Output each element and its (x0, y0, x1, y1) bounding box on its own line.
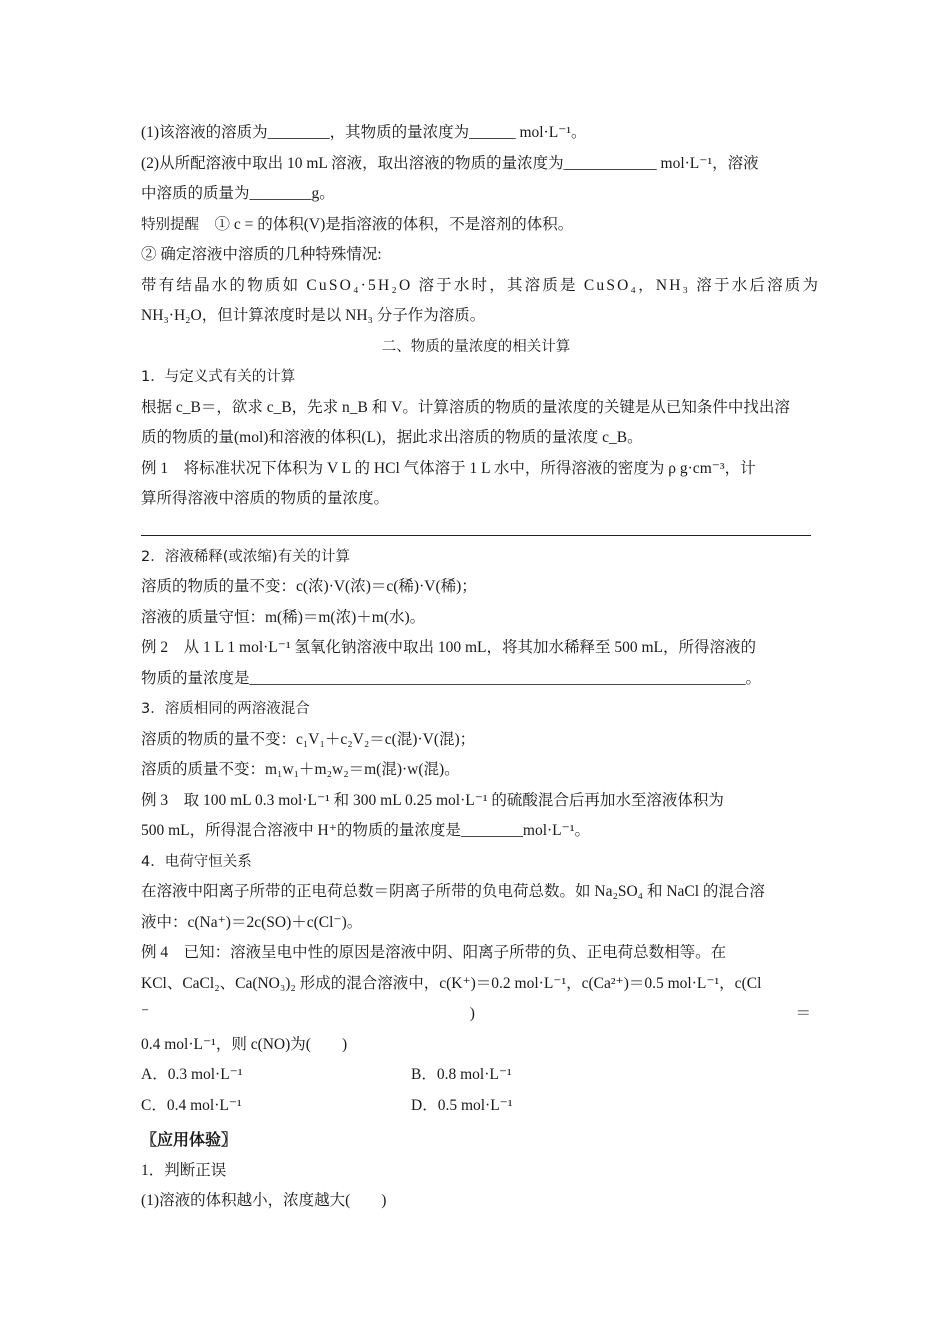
example-4-line-4: 0.4 mol·L⁻¹，则 c(NO)为( ) (141, 1035, 348, 1053)
option-d: D．0.5 mol·L⁻¹ (411, 1096, 513, 1114)
subsection-1-text-2: 质的物质的量(mol)和溶液的体积(L)，据此求出溶质的物质的量浓度 c_B。 (141, 429, 643, 446)
subsection-2-text-1: 溶质的物质的量不变：c(浓)·V(浓)＝c(稀)·V(稀)； (141, 578, 477, 595)
example-4-paren: ) (469, 1005, 475, 1022)
subsection-3-text-2: 溶质的质量不变：m₁w₁＋m₂w₂＝m(混)·w(混)。 (141, 761, 460, 778)
subsection-2-title: 2．溶液稀释(或浓缩)有关的计算 (141, 548, 351, 565)
example-4-superscript: ⁻ (141, 1005, 150, 1022)
option-a: A．0.3 mol·L⁻¹ (141, 1066, 243, 1083)
special-tip-1: ① c = 的体积(V)是指溶液的体积，不是溶剂的体积。 (214, 215, 574, 233)
example-2-line-1: 例 2 从 1 L 1 mol·L⁻¹ 氢氧化钠溶液中取出 100 mL，将其加水稀释至 500 mL，所得溶液的 (141, 639, 757, 656)
options-row-2 (141, 1091, 811, 1122)
example-4-line-3 (141, 999, 811, 1030)
document-page (141, 118, 821, 1217)
example-4-line-2: KCl、CaCl₂、Ca(NO₃)₂ 形成的混合溶液中，c(K⁺)＝0.2 mol·L⁻¹，c(Ca²⁺)＝0.5 mol·L⁻¹，c(Cl (141, 974, 762, 992)
judge-item-1: (1)溶液的体积越小，浓度越大( ) (141, 1192, 387, 1209)
special-tip-3-line-1: 带有结晶水的物质如 CuSO₄·5H₂O 溶于水时，其溶质是 CuSO₄，NH₃ 溶于水后溶质为 (141, 276, 821, 294)
options-row-1 (141, 1060, 811, 1091)
judge-title: 1．判断正误 (141, 1161, 227, 1179)
example-1-line-2: 算所得溶液中溶质的物质的量浓度。 (141, 490, 390, 507)
example-1-line-1: 例 1 将标准状况下体积为 V L 的 HCl 气体溶于 1 L 水中，所得溶液的密度为 ρ g·cm⁻³，计 (141, 459, 756, 477)
special-tip-3-line-2: NH₃·H₂O，但计算浓度时是以 NH₃ 分子作为溶质。 (141, 307, 486, 324)
special-tip-2: ② 确定溶液中溶质的几种特殊情况: (141, 246, 382, 263)
option-c: C．0.4 mol·L⁻¹ (141, 1096, 242, 1114)
example-4-line-1: 例 4 已知：溶液呈电中性的原因是溶液中阴、阳离子所带的负、正电荷总数相等。在 (141, 944, 727, 961)
subsection-3-title: 3．溶质相同的两溶液混合 (141, 701, 310, 717)
section-title: 二、物质的量浓度的相关计算 (381, 338, 571, 355)
example-4-equals: ＝ (795, 1005, 811, 1022)
apply-experience-title: 〖应用体验〗 (141, 1130, 238, 1149)
subsection-2-text-2: 溶液的质量守恒：m(稀)＝m(浓)＋m(水)。 (141, 608, 426, 626)
subsection-1-title: 1．与定义式有关的计算 (141, 369, 296, 385)
question-2-line-1: (2)从所配溶液中取出 10 mL 溶液，取出溶液的物质的量浓度为____________ mol·L⁻¹，溶液 (141, 154, 759, 172)
option-b: B．0.8 mol·L⁻¹ (411, 1066, 512, 1083)
special-tip (141, 210, 811, 241)
special-tip-title: 特别提醒 (141, 216, 199, 233)
subsection-3-text-1: 溶质的物质的量不变：c₁V₁＋c₂V₂＝c(混)·V(混)； (141, 730, 476, 748)
question-1: (1)该溶液的溶质为________，其物质的量浓度为______ mol·L⁻¹。 (141, 124, 587, 141)
answer-line (141, 515, 811, 536)
subsection-4-title: 4．电荷守恒关系 (141, 853, 252, 870)
example-3-line-1: 例 3 取 100 mL 0.3 mol·L⁻¹ 和 300 mL 0.25 mol·L⁻¹ 的硫酸混合后再加水至溶液体积为 (141, 791, 724, 809)
subsection-4-text-2: 液中：c(Na⁺)＝2c(SO)＋c(Cl⁻)。 (141, 913, 363, 931)
question-2-line-2: 中溶质的质量为________g。 (141, 185, 335, 202)
subsection-1-text-1: 根据 c_B＝，欲求 c_B，先求 n_B 和 V。计算溶质的物质的量浓度的关键是从已知条件中找出溶 (141, 398, 790, 416)
example-2-line-2: 物质的量浓度是________________________________________________________________。 (141, 669, 762, 687)
subsection-4-text-1: 在溶液中阳离子所带的正电荷总数＝阴离子所带的负电荷总数。如 Na₂SO₄ 和 NaCl 的混合溶 (141, 883, 765, 900)
example-3-line-2: 500 mL，所得混合溶液中 H⁺的物质的量浓度是________mol·L⁻¹。 (141, 822, 590, 839)
